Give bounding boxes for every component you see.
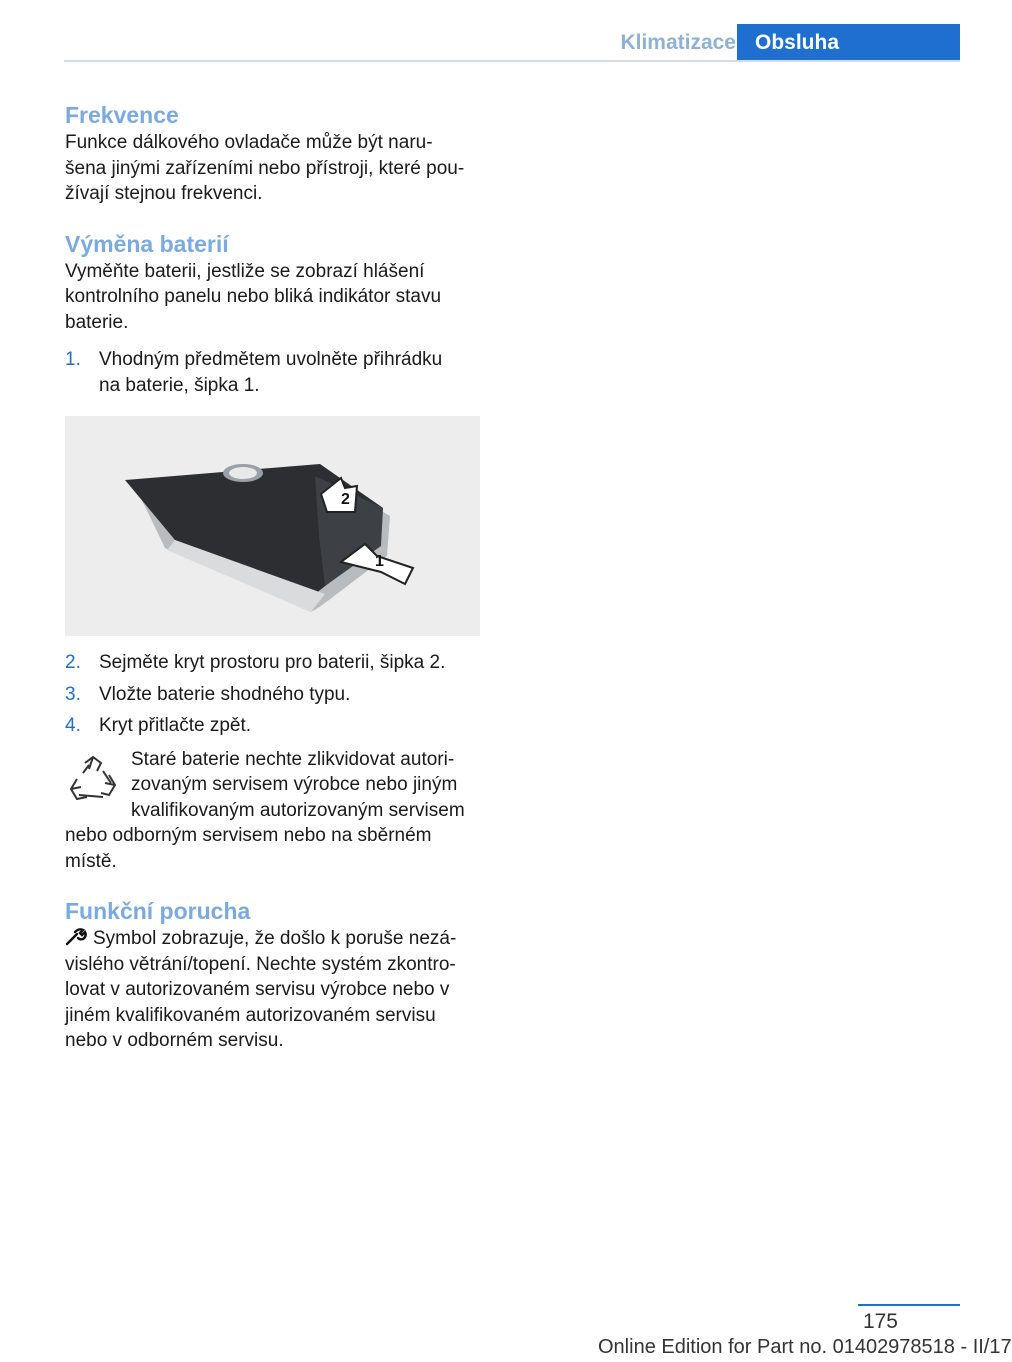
step-1 bbox=[65, 347, 485, 398]
step-text: Vhodným předmětem uvolněte přihrádku na baterie, šipka 1. bbox=[99, 349, 443, 396]
step-2 bbox=[65, 650, 485, 676]
step-3 bbox=[65, 682, 485, 708]
step-text: Vložte baterie shodného typu. bbox=[99, 683, 351, 705]
tab-obsluha[interactable]: Obsluha bbox=[737, 24, 960, 62]
recycle-icon bbox=[65, 753, 121, 809]
step-number: 3. bbox=[65, 683, 81, 705]
paragraph-vymena: Vyměňte baterii, jestliže se zobrazí hlášení kontrolního panelu nebo bliká indikátor stavu baterie. bbox=[65, 260, 442, 333]
footer-divider bbox=[858, 1304, 960, 1306]
step-number: 2. bbox=[65, 652, 81, 673]
step-list bbox=[65, 650, 485, 739]
arrow-2-label: 2 bbox=[341, 491, 350, 508]
step-text: Kryt přitlačte zpět. bbox=[99, 715, 252, 736]
bmw-key-fob-illustration bbox=[65, 416, 480, 636]
step-4 bbox=[65, 713, 485, 739]
key-fob-figure bbox=[65, 416, 480, 636]
wrench-icon bbox=[65, 928, 87, 946]
arrow-1-label: 1 bbox=[375, 553, 384, 570]
step-text: Sejměte kryt prostoru pro baterii, šipka 2. bbox=[99, 652, 446, 673]
step-number: 4. bbox=[65, 715, 81, 736]
header-divider bbox=[64, 60, 960, 62]
heading-frekvence: Frekvence bbox=[65, 102, 179, 128]
step-number: 1. bbox=[65, 349, 81, 370]
edition-info: Online Edition for Part no. 01402978518 - II/17 bbox=[598, 1336, 1012, 1358]
content-column bbox=[65, 100, 485, 1054]
paragraph-frekvence: Funkce dálkového ovladače může být naru‐ šena jinými zařízeními nebo přístroji, které pou‐ žívají stejnou frekvenci. bbox=[65, 132, 465, 204]
heading-vymena-baterii: Výměna baterií bbox=[65, 230, 229, 257]
heading-funkcni-porucha: Funkční porucha bbox=[65, 898, 251, 924]
paragraph-porucha: Symbol zobrazuje, že došlo k poruše nezá‐ vislého větrání/topení. Nechte systém zkontro‐ lovat v autorizovaném servisu výrobce nebo v jiném kvalifikovaném autorizovaném servisu nebo v odborném servisu. bbox=[65, 928, 457, 1051]
page-number: 175 bbox=[862, 1310, 898, 1333]
recycle-note: Staré baterie nechte zlikvidovat autori‐ zovaným servisem výrobce nebo jiným kvalifikovaným autorizovaným servisem nebo odborným servisem nebo na sběrném místě. bbox=[65, 748, 465, 872]
tab-klimatizace[interactable]: Klimatizace bbox=[620, 31, 736, 54]
